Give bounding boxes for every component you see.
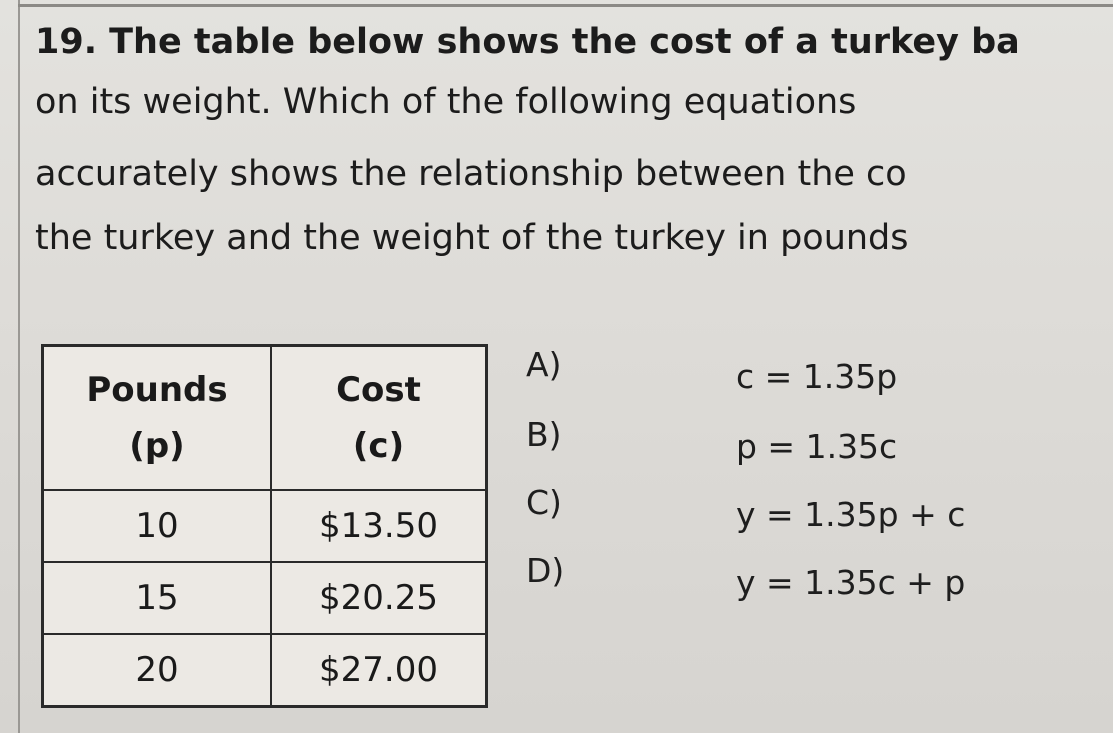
cost-table	[41, 344, 488, 708]
choice-b[interactable]	[526, 415, 1086, 479]
question-line-1: 19. The table below shows the cost of a turkey ba	[35, 22, 1020, 62]
choice-equation: y = 1.35c + p	[736, 563, 966, 602]
choice-c[interactable]	[526, 483, 1086, 547]
question-line-2: on its weight. Which of the following equations	[35, 82, 857, 122]
page-edge	[18, 0, 20, 733]
question-text	[35, 14, 1113, 274]
choice-letter: D)	[526, 551, 565, 590]
top-rule	[18, 4, 1113, 7]
header-pounds: Pounds (p)	[43, 346, 272, 491]
cell-cost: $27.00	[271, 634, 487, 707]
table-row	[43, 634, 487, 707]
choice-equation: y = 1.35p + c	[736, 495, 966, 534]
table-row	[43, 562, 487, 634]
choice-a[interactable]	[526, 345, 1086, 409]
header-cost: Cost (c)	[271, 346, 487, 491]
table-header-row	[43, 346, 487, 491]
cell-cost: $20.25	[271, 562, 487, 634]
choice-equation: c = 1.35p	[736, 357, 898, 396]
choice-d[interactable]	[526, 551, 1086, 615]
choice-letter: A)	[526, 345, 562, 384]
cell-pounds: 15	[43, 562, 272, 634]
question-line-3: accurately shows the relationship between the co	[35, 154, 907, 194]
answer-choices	[526, 345, 1086, 625]
question-line-4: the turkey and the weight of the turkey in pounds	[35, 218, 909, 258]
cell-pounds: 20	[43, 634, 272, 707]
cell-pounds: 10	[43, 490, 272, 562]
choice-equation: p = 1.35c	[736, 427, 898, 466]
choice-letter: C)	[526, 483, 562, 522]
table-row	[43, 490, 487, 562]
cell-cost: $13.50	[271, 490, 487, 562]
choice-letter: B)	[526, 415, 562, 454]
